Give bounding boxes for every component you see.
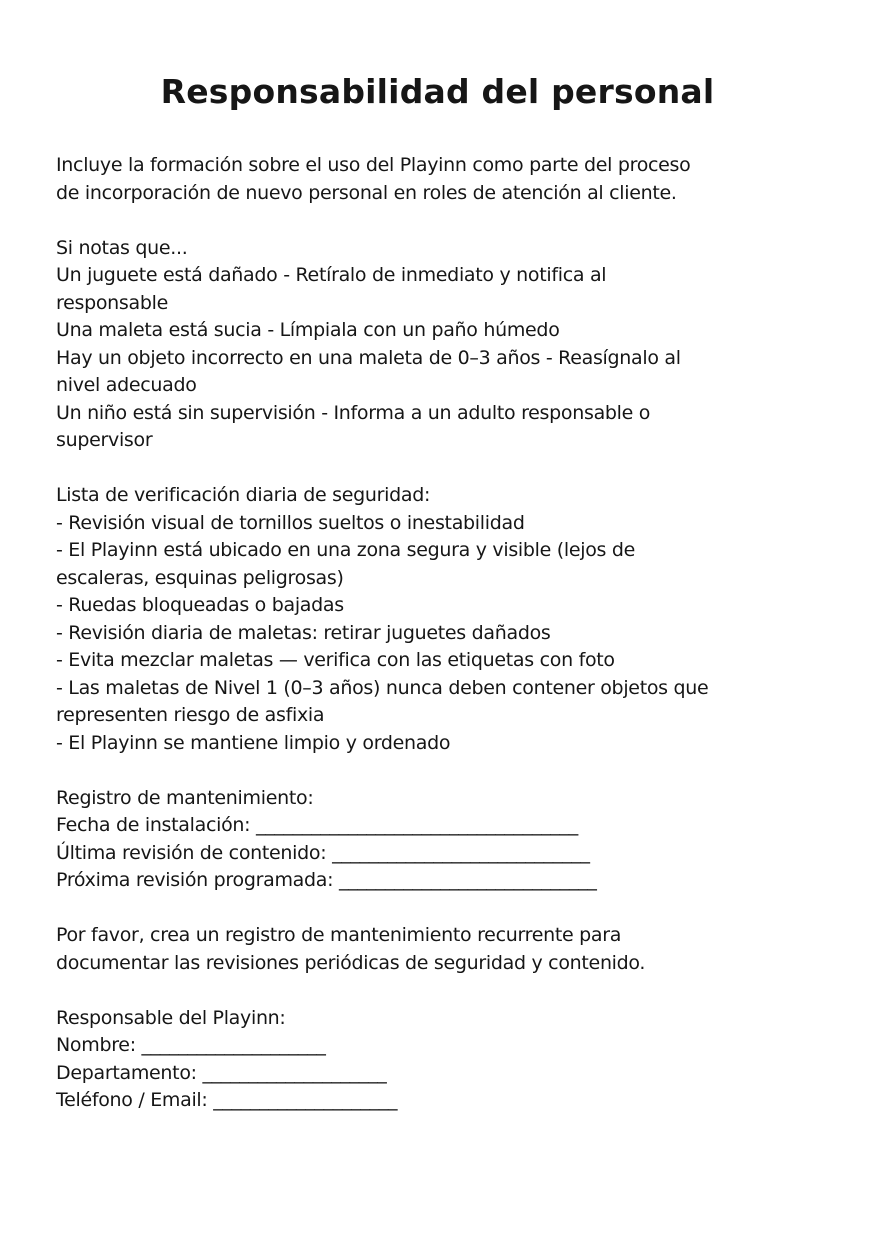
installation-date-field: Fecha de instalación: ___________________________________ — [56, 814, 579, 836]
spacer — [56, 895, 826, 923]
section-heading: Registro de mantenimiento: — [56, 786, 314, 809]
intro-paragraph — [56, 152, 826, 207]
spacer — [56, 757, 826, 785]
maintenance-section — [56, 785, 826, 895]
text-line: Por favor, crea un registro de mantenimiento recurrente para — [56, 924, 622, 946]
text-line: Un niño está sin supervisión - Informa a un adulto responsable o — [56, 401, 651, 424]
text-line: Un juguete está dañado - Retíralo de inmediato y notifica al — [56, 264, 607, 286]
checklist-item: - El Playinn se mantiene limpio y ordenado — [56, 731, 451, 754]
situations-section — [56, 235, 826, 455]
checklist-item: - Las maletas de Nivel 1 (0–3 años) nunca deben contener objetos que — [56, 676, 709, 699]
next-review-field: Próxima revisión programada: ____________________________ — [56, 869, 597, 891]
text-line: Incluye la formación sobre el uso del Playinn como parte del proceso — [56, 154, 691, 176]
checklist-item: - Evita mezclar maletas — verifica con las etiquetas con foto — [56, 649, 615, 671]
spacer — [56, 207, 826, 235]
text-line: documentar las revisiones periódicas de seguridad y contenido. — [56, 951, 646, 974]
spacer — [56, 977, 826, 1005]
text-line: Hay un objeto incorrecto en una maleta de 0–3 años - Reasígnalo al — [56, 346, 681, 369]
department-field: Departamento: ____________________ — [56, 1061, 387, 1084]
owner-section — [56, 1005, 826, 1115]
text-line: nivel adecuado — [56, 374, 197, 396]
document-body — [56, 152, 826, 1115]
checklist-item: - Revisión diaria de maletas: retirar juguetes dañados — [56, 621, 551, 644]
text-line: responsable — [56, 291, 168, 314]
section-heading: Responsable del Playinn: — [56, 1006, 286, 1029]
name-field: Nombre: ____________________ — [56, 1034, 326, 1056]
request-paragraph — [56, 922, 826, 977]
section-heading: Lista de verificación diaria de seguridad: — [56, 484, 431, 506]
text-line: de incorporación de nuevo personal en roles de atención al cliente. — [56, 181, 677, 204]
checklist-item: - El Playinn está ubicado en una zona segura y visible (lejos de — [56, 539, 636, 561]
spacer — [56, 455, 826, 483]
checklist-item: - Ruedas bloqueadas o bajadas — [56, 594, 344, 616]
page-title: Responsabilidad del personal — [160, 72, 715, 111]
checklist-section — [56, 482, 826, 757]
contact-field: Teléfono / Email: ____________________ — [56, 1089, 398, 1111]
checklist-item: representen riesgo de asfixia — [56, 704, 325, 726]
section-heading: Si notas que... — [56, 236, 188, 259]
text-line: Una maleta está sucia - Límpiala con un paño húmedo — [56, 319, 560, 341]
text-line: supervisor — [56, 429, 153, 451]
last-review-field: Última revisión de contenido: ____________________________ — [56, 841, 590, 864]
checklist-item: escaleras, esquinas peligrosas) — [56, 566, 344, 589]
checklist-item: - Revisión visual de tornillos sueltos o inestabilidad — [56, 511, 525, 534]
